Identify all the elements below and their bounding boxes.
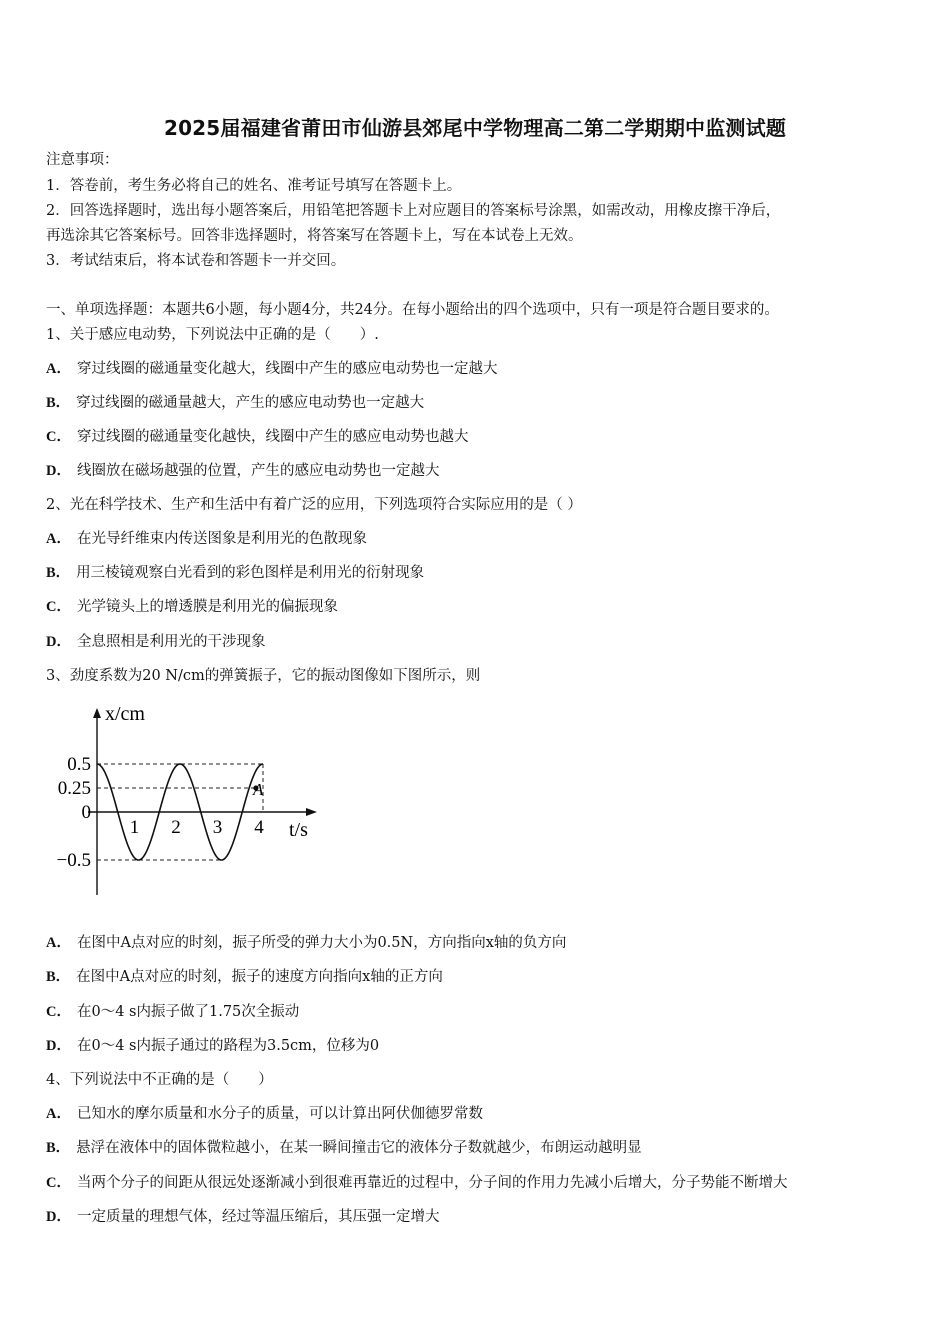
y-tick-label: 0 [81, 802, 91, 823]
option-text: 光学镜头上的增透膜是利用光的偏振现象 [76, 599, 338, 615]
option [46, 933, 566, 953]
option-letter: B． [46, 969, 71, 985]
option-letter: C． [46, 599, 71, 615]
option [46, 563, 424, 583]
section-heading: 一、单项选择题：本题共6小题，每小题4分，共24分。在每小题给出的四个选项中，只有一项是符合题目要求的。 [46, 302, 779, 318]
option-text: 在图中A点对应的时刻，振子的速度方向指向x轴的正方向 [76, 969, 443, 985]
y-tick-label: 0.25 [57, 778, 91, 799]
option-text: 在图中A点对应的时刻，振子所受的弹力大小为0.5N，方向指向x轴的负方向 [76, 935, 567, 951]
notice-heading: 注意事项： [46, 152, 119, 168]
option-text: 悬浮在液体中的固体微粒越小，在某一瞬间撞击它的液体分子数就越少，布朗运动越明显 [76, 1140, 642, 1156]
x-axis-label: t/s [289, 819, 308, 841]
option [46, 1002, 299, 1022]
option-letter: D． [46, 463, 71, 479]
page-title: 2025届福建省莆田市仙游县郊尾中学物理高二第二学期期中监测试题 [163, 116, 787, 140]
option [46, 1207, 439, 1227]
option [46, 427, 468, 447]
x-axis-arrow [306, 808, 317, 816]
option-letter: C． [46, 1175, 71, 1191]
option [46, 1104, 483, 1124]
option-text: 在光导纤维束内传送图象是利用光的色散现象 [76, 531, 367, 547]
option-letter: B． [46, 395, 71, 411]
option-text: 在0～4 s内振子通过的路程为3.5cm，位移为0 [76, 1038, 380, 1054]
option [46, 359, 497, 379]
option-text: 线圈放在磁场越强的位置，产生的感应电动势也一定越大 [76, 463, 440, 479]
notice-item: 1．答卷前，考生务必将自己的姓名、准考证号填写在答题卡上。 [46, 178, 462, 194]
option-letter: B． [46, 1140, 71, 1156]
option-letter: A． [46, 935, 71, 951]
option-letter: B． [46, 565, 71, 581]
notice-item: 2．回答选择题时，选出每小题答案后，用铅笔把答题卡上对应题目的答案标号涂黑，如需改动，用橡皮擦干净后， [46, 203, 781, 219]
option-letter: C． [46, 429, 71, 445]
option-text: 穿过线圈的磁通量变化越快，线圈中产生的感应电动势也越大 [76, 429, 469, 445]
y-tick-label: −0.5 [56, 850, 91, 871]
option [46, 393, 424, 413]
option-letter: C． [46, 1004, 71, 1020]
y-tick-label: 0.5 [67, 754, 91, 775]
option-letter: D． [46, 1038, 71, 1054]
option [46, 632, 265, 652]
option [46, 1036, 379, 1056]
y-axis-arrow [93, 708, 101, 718]
option-letter: A． [46, 531, 71, 547]
question-stem: 3、劲度系数为20 N/cm的弹簧振子，它的振动图像如下图所示，则 [46, 668, 481, 684]
x-tick-label: 4 [254, 817, 264, 838]
option-letter: A． [46, 361, 71, 377]
option [46, 1173, 787, 1193]
notice-item: 再选涂其它答案标号。回答非选择题时，将答案写在答题卡上，写在本试卷上无效。 [46, 228, 583, 244]
option-text: 已知水的摩尔质量和水分子的质量，可以计算出阿伏伽德罗常数 [76, 1106, 483, 1122]
option-text: 穿过线圈的磁通量变化越大，线圈中产生的感应电动势也一定越大 [76, 361, 498, 377]
x-tick-label: 1 [129, 817, 140, 838]
option-letter: D． [46, 634, 71, 650]
question-stem: 2、光在科学技术、生产和生活中有着广泛的应用，下列选项符合实际应用的是（ ） [46, 497, 582, 513]
option-text: 在0～4 s内振子做了1.75次全振动 [76, 1004, 300, 1020]
notice-item: 3．考试结束后，将本试卷和答题卡一并交回。 [46, 253, 346, 269]
option [46, 461, 439, 481]
option-text: 穿过线圈的磁通量越大，产生的感应电动势也一定越大 [76, 395, 425, 411]
option-text: 当两个分子的间距从很远处逐渐减小到很难再靠近的过程中，分子间的作用力先减小后增大，分子势能不断增大 [76, 1175, 788, 1191]
option [46, 1138, 642, 1158]
option [46, 597, 338, 617]
option-text: 一定质量的理想气体，经过等温压缩后，其压强一定增大 [76, 1209, 440, 1225]
option-text: 全息照相是利用光的干涉现象 [76, 634, 266, 650]
option-letter: D． [46, 1209, 71, 1225]
option [46, 529, 367, 549]
question-stem: 1、关于感应电动势，下列说法中正确的是（ ）. [46, 327, 379, 343]
point-a-label: A [252, 780, 264, 799]
option-letter: A． [46, 1106, 71, 1122]
option-text: 用三棱镜观察白光看到的彩色图样是利用光的衍射现象 [76, 565, 425, 581]
x-tick-label: 2 [171, 817, 181, 838]
option [46, 967, 443, 987]
x-tick-label: 3 [212, 817, 223, 838]
question-stem: 4、下列说法中不正确的是（ ） [46, 1072, 273, 1088]
y-axis-label: x/cm [105, 703, 145, 725]
vibration-graph [40, 700, 340, 900]
